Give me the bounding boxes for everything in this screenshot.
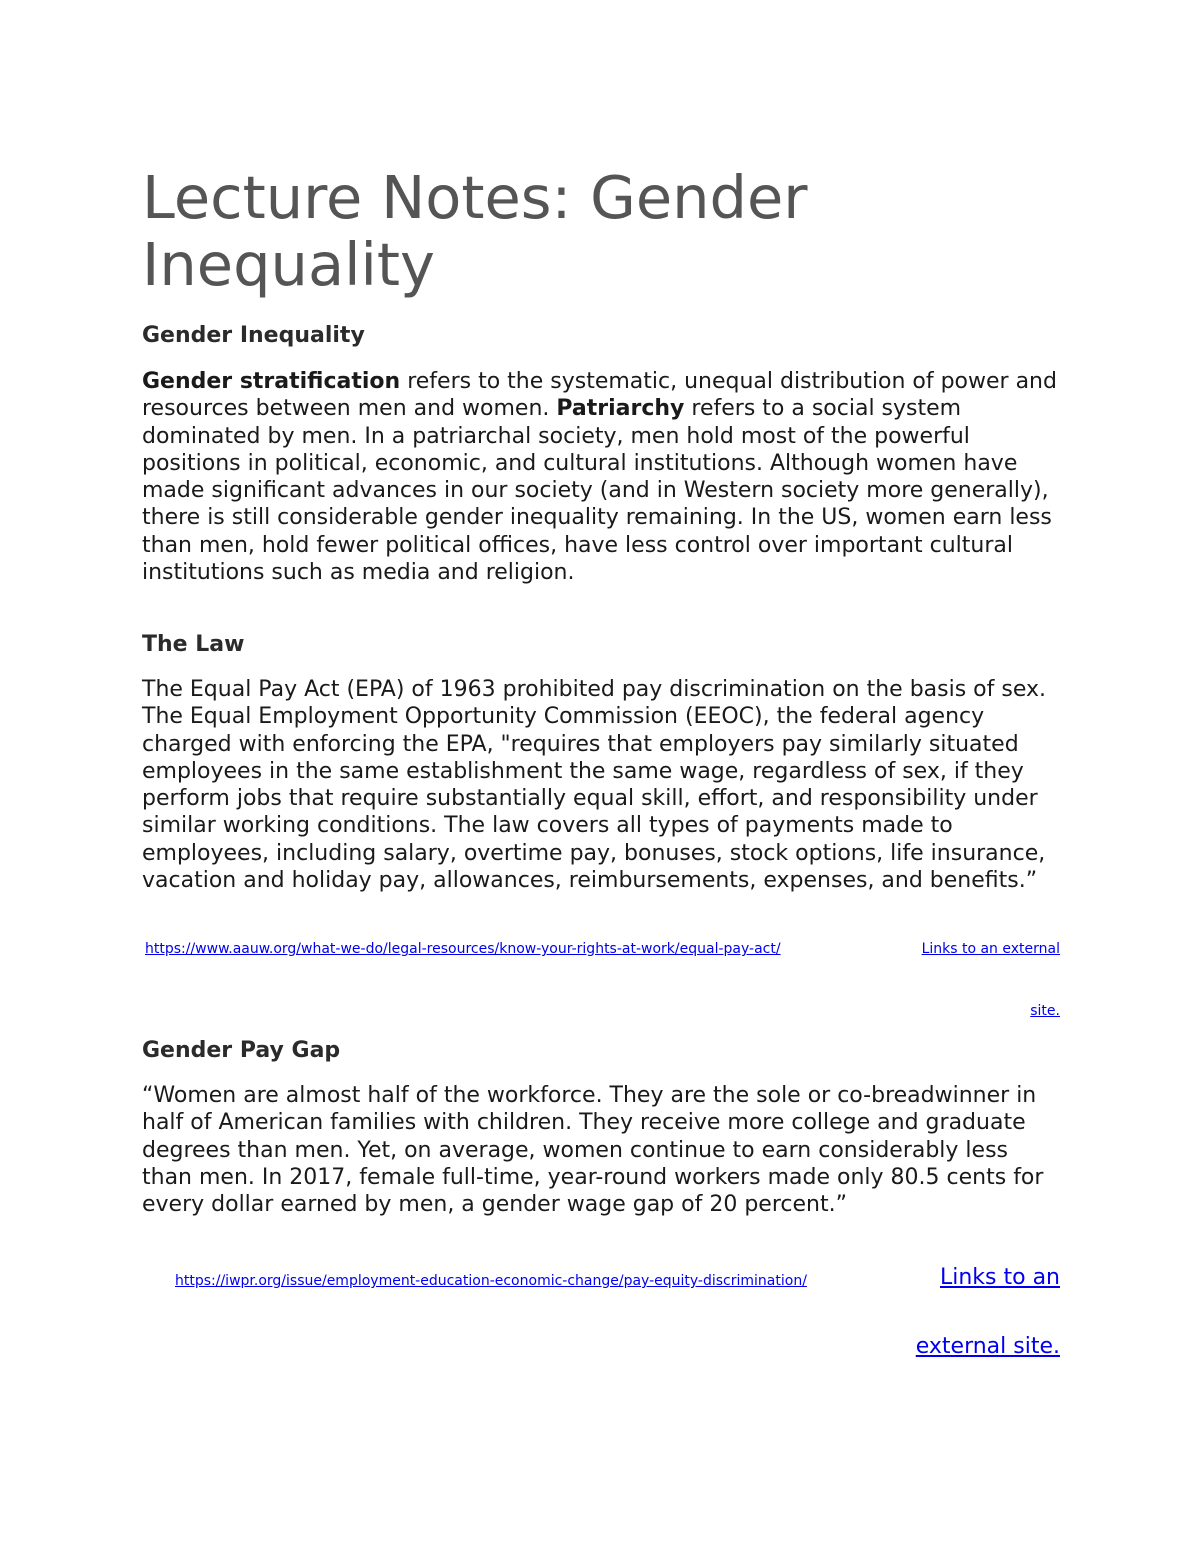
external-site-link-large-line2[interactable]: external site. [915, 1334, 1060, 1359]
term-patriarchy: Patriarchy [556, 396, 685, 422]
external-site-link-large-line1[interactable]: Links to an [939, 1265, 1060, 1290]
aauw-link[interactable]: https://www.aauw.org/what-we-do/legal-resources/know-your-rights-at-work/equal-pay-act/ [145, 941, 781, 957]
paragraph-pay-gap: “Women are almost half of the workforce. They are the sole or co-breadwinner in half of American families with children. They receive more college and graduate degrees than men. Yet, on average, women continue to earn considerably less than men. In 2017, female full-time, year-round workers made only 80.5 cents for every dollar earned by men, a gender wage gap of 20 percent.” [142, 1083, 1044, 1218]
section-heading-the-law: The Law [142, 632, 245, 657]
external-site-link-line1[interactable]: Links to an external [921, 941, 1060, 957]
term-gender-stratification: Gender stratification [142, 369, 401, 394]
section-heading-gender-inequality: Gender Inequality [142, 323, 365, 348]
paragraph-gender-inequality [142, 368, 1060, 586]
section-heading-gender-pay-gap: Gender Pay Gap [142, 1038, 341, 1063]
paragraph-text: refers to the systematic, unequal distribution of power and resources between men and women. [142, 369, 1057, 422]
paragraph-the-law: The Equal Pay Act (EPA) of 1963 prohibited pay discrimination on the basis of sex. The Equal Employment Opportunity Commission (EEOC), the federal agency charged with enforcing the EPA, "requires that employers pay similarly situated employees in the same establishment the same wage, regardless of sex, if they perform jobs that require substantially equal skill, effort, and responsibility under similar working conditions. The law covers all types of payments made to employees, including salary, overtime pay, bonuses, stock options, life insurance, vacation and holiday pay, allowances, reimbursements, expenses, and benefits.” [142, 677, 1046, 894]
document-title: Lecture Notes: Gender Inequality [142, 163, 808, 299]
external-site-link-line2[interactable]: site. [1030, 1003, 1060, 1019]
iwpr-link[interactable]: https://iwpr.org/issue/employment-education-economic-change/pay-equity-discrimination/ [175, 1273, 807, 1289]
paragraph-text: refers to a social system dominated by men. In a patriarchal society, men hold most of the powerful positions in political, economic, and cultural institutions. Although women have made significant advances in our society (and in Western society more generally), there is still considerable gender inequality remaining. In the US, women earn less than men, hold fewer political offices, have less control over important cultural institutions such as media and religion. [142, 396, 1052, 586]
